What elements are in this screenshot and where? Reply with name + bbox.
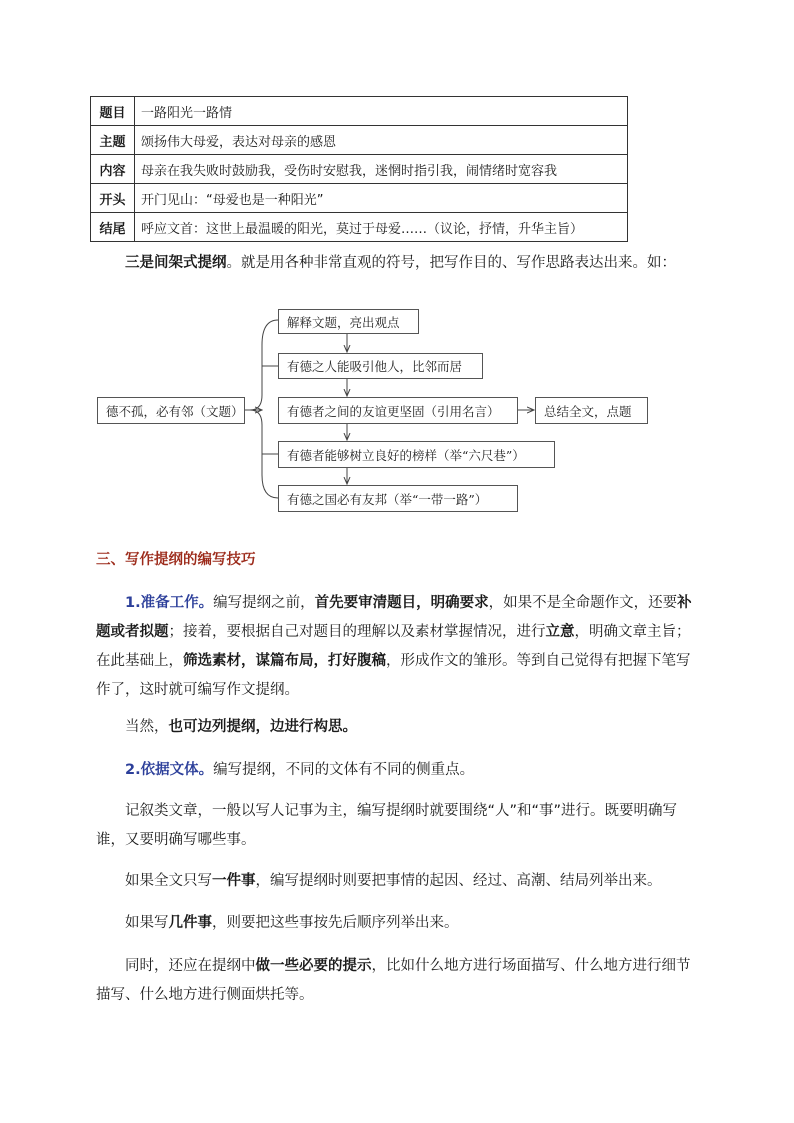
row-header: 结尾	[91, 213, 135, 242]
table-row	[91, 155, 628, 184]
table-row	[91, 184, 628, 213]
paragraph-preparation	[96, 589, 700, 705]
bold-run: 做一些必要的提示	[255, 958, 372, 974]
text-run: ，比如什么地方进行场面描写、什么地方进行细节描写、什么地方进行侧面烘托等。	[96, 958, 691, 1003]
row-header: 主题	[91, 126, 135, 155]
text-run: ，如果不是全命题作文，还要	[488, 595, 678, 611]
paragraph-also	[96, 713, 700, 742]
row-content: 呼应文首：这世上最温暖的阳光，莫过于母爱……（议论，抒情，升华主旨）	[135, 213, 628, 242]
bold-run: 补题或者拟题	[96, 595, 692, 640]
paragraph-hints	[96, 952, 700, 1010]
row-content: 开门见山：“母爱也是一种阳光”	[135, 184, 628, 213]
text-run: ；接着，要根据自己对题目的理解以及素材掌握情况，进行	[168, 624, 546, 640]
diagram-step-box: 有德之人能吸引他人，比邻而居	[278, 353, 483, 379]
bold-run: 首先要审清题目，明确要求	[314, 595, 489, 611]
paragraph-one-event	[96, 867, 700, 896]
table-row	[91, 97, 628, 126]
diagram-conclusion-box: 总结全文，点题	[535, 397, 648, 424]
paragraph-genre	[96, 756, 700, 785]
outline-table	[90, 96, 628, 242]
bold-run: 几件事	[168, 915, 212, 931]
text-run: 编写提纲，不同的文体有不同的侧重点。	[213, 762, 475, 778]
text-run: 如果写	[125, 915, 169, 931]
intro-paragraph	[96, 249, 700, 278]
row-content: 一路阳光一路情	[135, 97, 628, 126]
row-header: 开头	[91, 184, 135, 213]
text-run: 如果全文只写	[125, 873, 212, 889]
text-run: 同时，还应在提纲中	[125, 958, 256, 974]
paragraph-several-events	[96, 909, 700, 938]
row-header: 内容	[91, 155, 135, 184]
paragraph-narrative: 记叙类文章，一般以写人记事为主，编写提纲时就要围绕“人”和“事”进行。既要明确写谁，又要明确写哪些事。	[96, 803, 678, 848]
text-run: ，编写提纲时则要把事情的起因、经过、高潮、结局列举出来。	[255, 873, 662, 889]
diagram-root-box: 德不孤，必有邻（文题）	[97, 397, 245, 424]
table-row	[91, 126, 628, 155]
bold-run: 筛选素材，谋篇布局，打好腹稿	[183, 653, 386, 669]
text-run: 编写提纲之前，	[213, 595, 315, 611]
diagram-step-box: 有德之国必有友邦（举“一带一路”）	[278, 485, 518, 512]
diagram-step-box: 有德者能够树立良好的榜样（举“六尺巷”）	[278, 441, 555, 468]
diagram-step-box: 有德者之间的友谊更坚固（引用名言）	[278, 397, 518, 424]
text-run: ，形成作文的雏形。等到自己觉得有把握下笔写作了，这时就可编写作文提纲。	[96, 653, 691, 698]
bold-run: 立意	[545, 624, 575, 640]
row-content: 颂扬伟大母爱，表达对母亲的感恩	[135, 126, 628, 155]
text-run: 当然，	[125, 719, 169, 735]
bold-run: 也可边列提纲，边进行构思。	[168, 719, 357, 735]
text-run: ，则要把这些事按先后顺序列举出来。	[212, 915, 459, 931]
point-label: 2.依据文体。	[125, 762, 214, 778]
row-content: 母亲在我失败时鼓励我，受伤时安慰我，迷惘时指引我，闹情绪时宽容我	[135, 155, 628, 184]
row-header: 题目	[91, 97, 135, 126]
diagram-step-box: 解释文题，亮出观点	[278, 309, 419, 334]
intro-text: 。就是用各种非常直观的符号，把写作目的、写作思路表达出来。如：	[226, 255, 676, 271]
section-title: 三、写作提纲的编写技巧	[96, 552, 256, 568]
point-label: 1.准备工作。	[125, 595, 214, 611]
intro-bold: 三是间架式提纲	[125, 255, 227, 271]
table-row	[91, 213, 628, 242]
bold-run: 一件事	[212, 873, 256, 889]
text-run: ，明确文章主旨；在此基础上，	[96, 624, 691, 669]
